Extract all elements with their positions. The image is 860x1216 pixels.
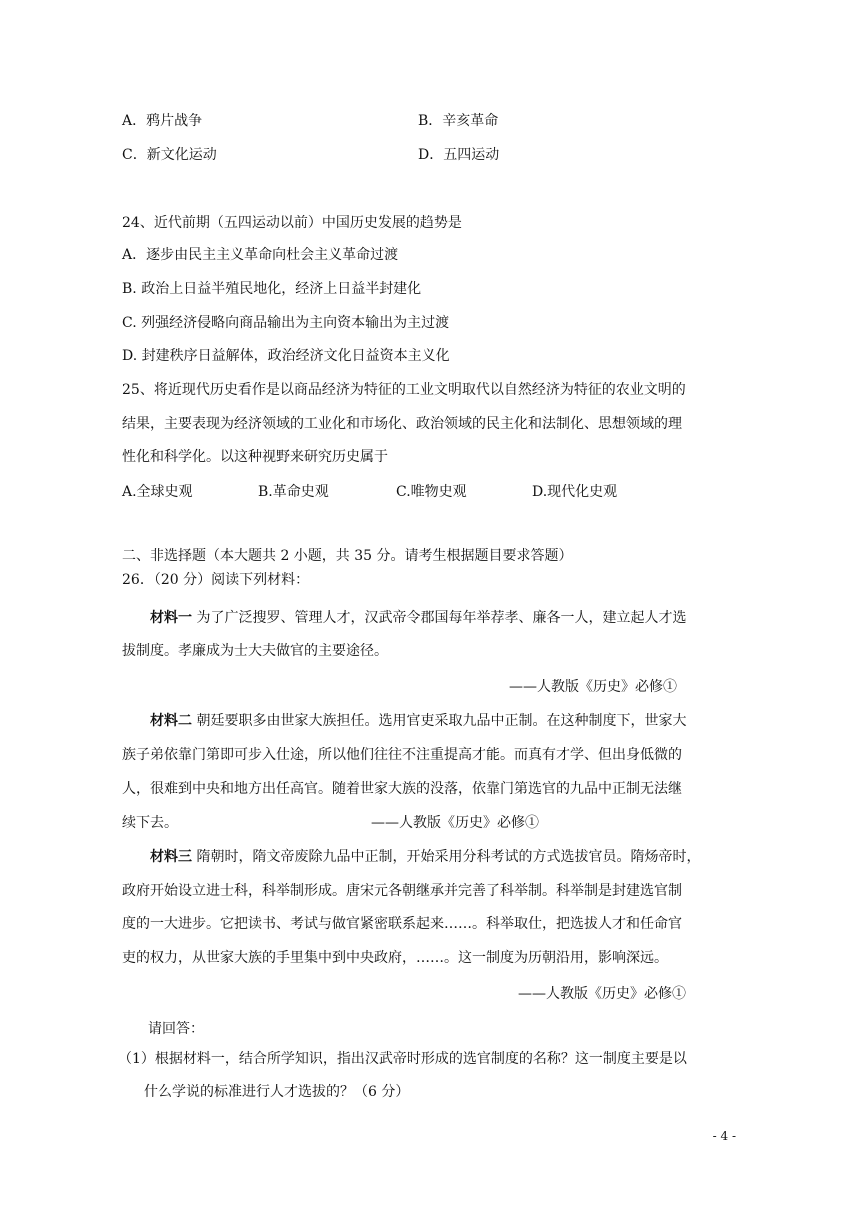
material3-title: 材料三 <box>150 849 192 865</box>
q25-stem-line-3: 性化和科学化。以这种视野来研究历史属于 <box>122 449 388 465</box>
q23-option-c: C．新文化运动 <box>122 147 217 163</box>
material1-title: 材料一 <box>150 610 192 626</box>
material1-line-1 <box>150 608 686 628</box>
material2-source: ——人教版《历史》必修① <box>371 815 539 831</box>
q25-option-c: C.唯物史观 <box>396 484 467 500</box>
material3-source: ——人教版《历史》必修① <box>518 986 686 1002</box>
material2-line-3: 人，很难到中央和地方出任高官。随着世家大族的没落，依靠门第选官的九品中正制无法继 <box>122 781 682 797</box>
q25-option-d: D.现代化史观 <box>532 484 618 500</box>
q26-1-line-1: （1）根据材料一，结合所学知识，指出汉武帝时形成的选官制度的名称？这一制度主要是以 <box>118 1051 687 1067</box>
q23-option-d: D．五四运动 <box>418 147 500 163</box>
q25-stem-line-1: 25、将近现代历史看作是以商品经济为特征的工业文明取代以自然经济为特征的农业文明的 <box>122 382 686 398</box>
q25-option-a: A.全球史观 <box>122 484 193 500</box>
material2-text-1: 朝廷要职多由世家大族担任。选用官吏采取九品中正制。在这种制度下，世家大 <box>192 713 687 729</box>
q23-option-a: A．鸦片战争 <box>122 113 203 129</box>
material3-line-1 <box>150 847 700 867</box>
material2-title: 材料二 <box>150 713 192 729</box>
section2-header: 二、非选择题（本大题共 2 小题，共 35 分。请考生根据题目要求答题） <box>122 548 573 564</box>
material1-source: ——人教版《历史》必修① <box>509 679 677 695</box>
q26-1-line-2: 什么学说的标准进行人才选拔的？（6 分） <box>144 1084 410 1100</box>
q25-stem-line-2: 结果，主要表现为经济领域的工业化和市场化、政治领域的民主化和法制化、思想领域的理 <box>122 416 682 432</box>
material2-line-4: 续下去。 <box>122 815 178 831</box>
material3-text-1: 隋朝时，隋文帝废除九品中正制，开始采用分科考试的方式选拔官员。隋炀帝时， <box>192 849 701 865</box>
q26-header: 26．（20 分）阅读下列材料： <box>122 572 310 588</box>
q23-option-b: B．辛亥革命 <box>418 113 499 129</box>
answer-prompt: 请回答： <box>148 1021 204 1037</box>
material2-line-2: 族子弟依靠门第即可步入仕途，所以他们往往不注重提高才能。而真有才学、但出身低微的 <box>122 747 682 763</box>
page-number: - 4 - <box>712 1129 736 1143</box>
material1-line-2: 拔制度。孝廉成为士大夫做官的主要途径。 <box>122 643 388 659</box>
q25-option-b: B.革命史观 <box>258 484 329 500</box>
q24-option-a: A．逐步由民主主义革命向杜会主义革命过渡 <box>122 247 399 263</box>
material3-line-3: 度的一大进步。它把读书、考试与做官紧密联系起来……。科举取仕，把选拔人才和任命官 <box>122 916 682 932</box>
q24-option-d: D. 封建秩序日益解体，政治经济文化日益资本主义化 <box>122 348 450 364</box>
material1-text-1: 为了广泛搜罗、管理人才，汉武帝令郡国每年举荐孝、廉各一人，建立起人才选 <box>192 610 687 626</box>
material3-line-2: 政府开始设立进士科，科举制形成。唐宋元各朝继承并完善了科举制。科举制是封建选官制 <box>122 883 682 899</box>
q24-stem: 24、近代前期（五四运动以前）中国历史发展的趋势是 <box>122 215 462 231</box>
material2-line-1 <box>150 711 686 731</box>
q24-option-c: C. 列强经济侵略向商品输出为主向资本输出为主过渡 <box>122 315 450 331</box>
material3-line-4: 吏的权力，从世家大族的手里集中到中央政府，……。这一制度为历朝沿用，影响深远。 <box>122 950 668 966</box>
q24-option-b: B. 政治上日益半殖民地化，经济上日益半封建化 <box>122 281 422 297</box>
